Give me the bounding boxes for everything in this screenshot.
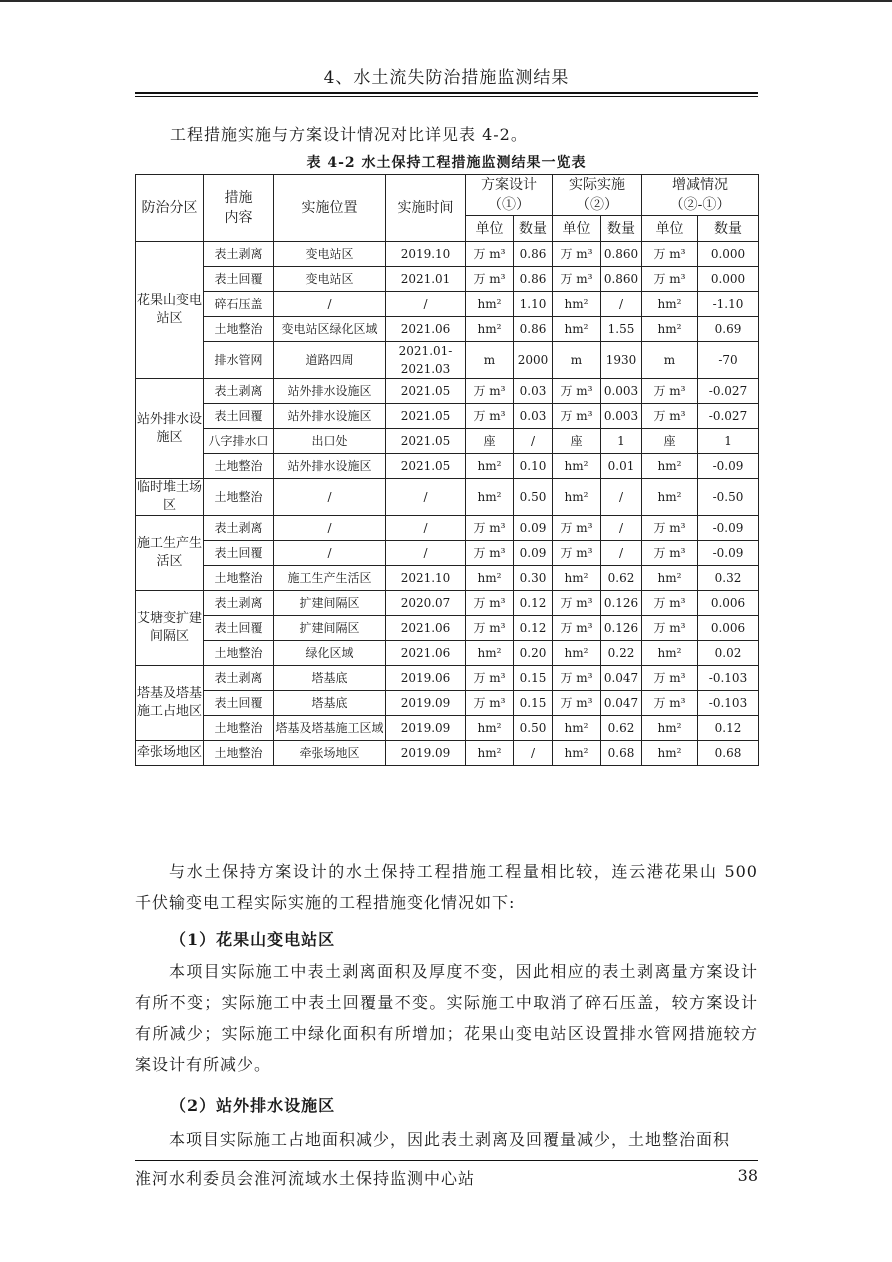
cell-diff-qty: 0.32 bbox=[698, 566, 759, 591]
cell-actual-qty: 0.047 bbox=[601, 666, 642, 691]
cell-plan-unit: 座 bbox=[466, 429, 514, 454]
cell-measure: 表土剥离 bbox=[204, 242, 274, 267]
cell-time: 2021.01 bbox=[386, 267, 466, 292]
cell-measure: 土地整治 bbox=[204, 566, 274, 591]
cell-plan-qty: 0.15 bbox=[514, 666, 553, 691]
cell-actual-qty: 1 bbox=[601, 429, 642, 454]
cell-location: 道路四周 bbox=[274, 342, 386, 379]
header-location: 实施位置 bbox=[274, 175, 386, 242]
cell-plan-qty: 0.03 bbox=[514, 379, 553, 404]
table-row bbox=[136, 591, 759, 616]
cell-actual-unit: 万 m³ bbox=[553, 616, 601, 641]
cell-plan-unit: 万 m³ bbox=[466, 691, 514, 716]
cell-diff-qty: 0.69 bbox=[698, 317, 759, 342]
cell-actual-qty: 1930 bbox=[601, 342, 642, 379]
cell-diff-qty: 0.006 bbox=[698, 591, 759, 616]
cell-plan-qty: 0.50 bbox=[514, 479, 553, 516]
cell-location: / bbox=[274, 516, 386, 541]
table-row bbox=[136, 741, 759, 766]
cell-measure: 土地整治 bbox=[204, 641, 274, 666]
section-heading-2: （2）站外排水设施区 bbox=[170, 1096, 336, 1115]
paragraph-drainage: 本项目实际施工占地面积减少，因此表土剥离及回覆量减少，土地整治面积 bbox=[169, 1130, 731, 1149]
cell-location: / bbox=[274, 541, 386, 566]
cell-actual-unit: m bbox=[553, 342, 601, 379]
cell-plan-qty: 0.09 bbox=[514, 516, 553, 541]
cell-diff-qty: -0.103 bbox=[698, 666, 759, 691]
cell-diff-qty: -70 bbox=[698, 342, 759, 379]
cell-plan-qty: 0.03 bbox=[514, 404, 553, 429]
cell-measure: 表土回覆 bbox=[204, 267, 274, 292]
cell-time: 2019.09 bbox=[386, 716, 466, 741]
cell-measure: 八字排水口 bbox=[204, 429, 274, 454]
header-region: 防治分区 bbox=[136, 175, 204, 242]
cell-actual-qty: 1.55 bbox=[601, 317, 642, 342]
cell-location: 站外排水设施区 bbox=[274, 379, 386, 404]
cell-time: 2019.10 bbox=[386, 242, 466, 267]
cell-diff-qty: -0.09 bbox=[698, 454, 759, 479]
table-row bbox=[136, 516, 759, 541]
cell-diff-qty: -0.50 bbox=[698, 479, 759, 516]
cell-actual-unit: 万 m³ bbox=[553, 267, 601, 292]
cell-diff-unit: hm² bbox=[642, 641, 698, 666]
cell-measure: 表土剥离 bbox=[204, 516, 274, 541]
table-row bbox=[136, 541, 759, 566]
cell-actual-unit: 万 m³ bbox=[553, 691, 601, 716]
cell-location: 塔基底 bbox=[274, 691, 386, 716]
cell-time: 2021.05 bbox=[386, 379, 466, 404]
cell-measure: 表土剥离 bbox=[204, 591, 274, 616]
cell-actual-unit: 座 bbox=[553, 429, 601, 454]
measures-table bbox=[135, 174, 759, 766]
cell-plan-qty: 0.12 bbox=[514, 616, 553, 641]
cell-region: 塔基及塔基施工占地区 bbox=[136, 666, 204, 741]
cell-actual-qty: / bbox=[601, 516, 642, 541]
cell-actual-unit: 万 m³ bbox=[553, 404, 601, 429]
cell-actual-qty: 0.62 bbox=[601, 716, 642, 741]
cell-measure: 表土回覆 bbox=[204, 541, 274, 566]
cell-diff-qty: 0.12 bbox=[698, 716, 759, 741]
cell-diff-unit: 万 m³ bbox=[642, 691, 698, 716]
cell-plan-qty: / bbox=[514, 741, 553, 766]
table-row bbox=[136, 616, 759, 641]
cell-plan-unit: 万 m³ bbox=[466, 404, 514, 429]
cell-location: 变电站区 bbox=[274, 242, 386, 267]
cell-plan-qty: 0.12 bbox=[514, 591, 553, 616]
cell-plan-unit: hm² bbox=[466, 317, 514, 342]
cell-time: 2021.06 bbox=[386, 616, 466, 641]
cell-plan-unit: 万 m³ bbox=[466, 379, 514, 404]
cell-plan-qty: 0.20 bbox=[514, 641, 553, 666]
cell-actual-unit: hm² bbox=[553, 741, 601, 766]
table-row bbox=[136, 379, 759, 404]
cell-time: 2021.10 bbox=[386, 566, 466, 591]
cell-actual-unit: hm² bbox=[553, 317, 601, 342]
cell-measure: 土地整治 bbox=[204, 716, 274, 741]
table-row bbox=[136, 292, 759, 317]
table-row bbox=[136, 267, 759, 292]
cell-measure: 排水管网 bbox=[204, 342, 274, 379]
cell-diff-unit: hm² bbox=[642, 741, 698, 766]
cell-location: 塔基底 bbox=[274, 666, 386, 691]
cell-diff-unit: hm² bbox=[642, 566, 698, 591]
cell-plan-unit: hm² bbox=[466, 716, 514, 741]
cell-region: 艾塘变扩建间隔区 bbox=[136, 591, 204, 666]
cell-location: 施工生产生活区 bbox=[274, 566, 386, 591]
cell-time: / bbox=[386, 516, 466, 541]
cell-diff-unit: 万 m³ bbox=[642, 616, 698, 641]
cell-plan-qty: 0.86 bbox=[514, 317, 553, 342]
cell-diff-unit: hm² bbox=[642, 317, 698, 342]
table-row bbox=[136, 566, 759, 591]
cell-diff-unit: 万 m³ bbox=[642, 267, 698, 292]
cell-location: 牵张场地区 bbox=[274, 741, 386, 766]
cell-actual-qty: 0.62 bbox=[601, 566, 642, 591]
cell-plan-qty: 2000 bbox=[514, 342, 553, 379]
cell-location: / bbox=[274, 292, 386, 317]
footer-divider bbox=[135, 1160, 758, 1161]
cell-plan-unit: 万 m³ bbox=[466, 616, 514, 641]
cell-diff-qty: 0.000 bbox=[698, 242, 759, 267]
cell-actual-unit: hm² bbox=[553, 479, 601, 516]
cell-actual-qty: 0.860 bbox=[601, 242, 642, 267]
cell-actual-unit: 万 m³ bbox=[553, 516, 601, 541]
footer-organization: 淮河水利委员会淮河流域水土保持监测中心站 bbox=[135, 1169, 476, 1188]
header-measure: 措施内容 bbox=[204, 175, 274, 242]
cell-measure: 表土回覆 bbox=[204, 404, 274, 429]
header-time: 实施时间 bbox=[386, 175, 466, 242]
header-actual-unit: 单位 bbox=[553, 216, 601, 242]
cell-measure: 土地整治 bbox=[204, 741, 274, 766]
cell-actual-unit: hm² bbox=[553, 716, 601, 741]
cell-measure: 土地整治 bbox=[204, 454, 274, 479]
cell-time: 2021.06 bbox=[386, 317, 466, 342]
cell-diff-unit: hm² bbox=[642, 716, 698, 741]
cell-location: 变电站区 bbox=[274, 267, 386, 292]
cell-actual-unit: 万 m³ bbox=[553, 591, 601, 616]
top-border bbox=[0, 0, 892, 2]
cell-plan-unit: 万 m³ bbox=[466, 242, 514, 267]
cell-actual-qty: 0.047 bbox=[601, 691, 642, 716]
cell-plan-qty: / bbox=[514, 429, 553, 454]
cell-actual-unit: 万 m³ bbox=[553, 379, 601, 404]
cell-time: 2019.06 bbox=[386, 666, 466, 691]
header-diff: 增减情况（②-①） bbox=[642, 175, 759, 216]
cell-plan-unit: 万 m³ bbox=[466, 541, 514, 566]
cell-time: 2019.09 bbox=[386, 691, 466, 716]
cell-measure: 碎石压盖 bbox=[204, 292, 274, 317]
cell-plan-unit: hm² bbox=[466, 641, 514, 666]
cell-location: 变电站区绿化区域 bbox=[274, 317, 386, 342]
intro-text: 工程措施实施与方案设计情况对比详见表 4-2。 bbox=[170, 125, 528, 144]
cell-diff-unit: 万 m³ bbox=[642, 379, 698, 404]
cell-actual-unit: 万 m³ bbox=[553, 242, 601, 267]
table-row bbox=[136, 479, 759, 516]
table-row bbox=[136, 454, 759, 479]
cell-time: / bbox=[386, 479, 466, 516]
table-row bbox=[136, 342, 759, 379]
cell-time: / bbox=[386, 292, 466, 317]
cell-diff-qty: 0.68 bbox=[698, 741, 759, 766]
cell-actual-unit: hm² bbox=[553, 641, 601, 666]
header-plan: 方案设计（①） bbox=[466, 175, 553, 216]
cell-plan-unit: hm² bbox=[466, 292, 514, 317]
cell-location: 站外排水设施区 bbox=[274, 454, 386, 479]
cell-diff-qty: 1 bbox=[698, 429, 759, 454]
cell-diff-qty: -0.027 bbox=[698, 404, 759, 429]
cell-plan-unit: m bbox=[466, 342, 514, 379]
cell-diff-unit: hm² bbox=[642, 479, 698, 516]
cell-actual-qty: 0.126 bbox=[601, 591, 642, 616]
paragraph-substation: 本项目实际施工中表土剥离面积及厚度不变，因此相应的表土剥离量方案设计有所不变；实际施工中表土回覆量不变。实际施工中取消了碎石压盖，较方案设计有所减少；实际施工中绿化面积有所增加；花果山变电站区设置排水管网措施较方案设计有所减少。 bbox=[135, 962, 758, 1074]
cell-plan-unit: 万 m³ bbox=[466, 591, 514, 616]
cell-diff-qty: -0.09 bbox=[698, 541, 759, 566]
cell-plan-unit: 万 m³ bbox=[466, 267, 514, 292]
cell-location: / bbox=[274, 479, 386, 516]
cell-time: 2021.06 bbox=[386, 641, 466, 666]
cell-actual-qty: 0.126 bbox=[601, 616, 642, 641]
cell-measure: 土地整治 bbox=[204, 479, 274, 516]
table-row bbox=[136, 641, 759, 666]
cell-actual-qty: / bbox=[601, 541, 642, 566]
cell-diff-unit: 座 bbox=[642, 429, 698, 454]
cell-diff-qty: 0.000 bbox=[698, 267, 759, 292]
header-actual: 实际实施（②） bbox=[553, 175, 642, 216]
cell-actual-qty: 0.22 bbox=[601, 641, 642, 666]
cell-region: 牵张场地区 bbox=[136, 741, 204, 766]
cell-diff-qty: -1.10 bbox=[698, 292, 759, 317]
cell-plan-qty: 0.30 bbox=[514, 566, 553, 591]
table-row bbox=[136, 404, 759, 429]
table-body bbox=[136, 242, 759, 766]
cell-actual-unit: 万 m³ bbox=[553, 666, 601, 691]
cell-location: 出口处 bbox=[274, 429, 386, 454]
cell-diff-qty: 0.006 bbox=[698, 616, 759, 641]
cell-actual-qty: / bbox=[601, 292, 642, 317]
cell-time: / bbox=[386, 541, 466, 566]
table-row bbox=[136, 691, 759, 716]
cell-region: 站外排水设施区 bbox=[136, 379, 204, 479]
cell-diff-qty: -0.09 bbox=[698, 516, 759, 541]
cell-plan-qty: 0.10 bbox=[514, 454, 553, 479]
cell-location: 站外排水设施区 bbox=[274, 404, 386, 429]
cell-diff-unit: 万 m³ bbox=[642, 404, 698, 429]
cell-actual-qty: 0.860 bbox=[601, 267, 642, 292]
cell-time: 2019.09 bbox=[386, 741, 466, 766]
cell-plan-unit: hm² bbox=[466, 454, 514, 479]
page-header-title: 4、水土流失防治措施监测结果 bbox=[323, 68, 570, 88]
table-row bbox=[136, 317, 759, 342]
cell-plan-qty: 0.15 bbox=[514, 691, 553, 716]
cell-region: 临时堆土场区 bbox=[136, 479, 204, 516]
table-row bbox=[136, 666, 759, 691]
cell-actual-unit: hm² bbox=[553, 454, 601, 479]
cell-plan-qty: 0.09 bbox=[514, 541, 553, 566]
cell-plan-qty: 0.50 bbox=[514, 716, 553, 741]
cell-diff-unit: 万 m³ bbox=[642, 242, 698, 267]
table-row bbox=[136, 429, 759, 454]
cell-time: 2021.01-2021.03 bbox=[386, 342, 466, 379]
cell-location: 扩建间隔区 bbox=[274, 616, 386, 641]
cell-location: 塔基及塔基施工区域 bbox=[274, 716, 386, 741]
cell-plan-qty: 0.86 bbox=[514, 242, 553, 267]
cell-actual-qty: 0.003 bbox=[601, 379, 642, 404]
cell-actual-unit: 万 m³ bbox=[553, 541, 601, 566]
cell-time: 2021.05 bbox=[386, 454, 466, 479]
cell-measure: 表土回覆 bbox=[204, 616, 274, 641]
cell-location: 扩建间隔区 bbox=[274, 591, 386, 616]
cell-actual-qty: / bbox=[601, 479, 642, 516]
header-plan-qty: 数量 bbox=[514, 216, 553, 242]
cell-diff-unit: hm² bbox=[642, 454, 698, 479]
cell-plan-unit: hm² bbox=[466, 741, 514, 766]
cell-actual-qty: 0.68 bbox=[601, 741, 642, 766]
cell-measure: 土地整治 bbox=[204, 317, 274, 342]
cell-diff-unit: 万 m³ bbox=[642, 591, 698, 616]
cell-plan-unit: hm² bbox=[466, 479, 514, 516]
header-divider bbox=[135, 92, 758, 97]
cell-actual-qty: 0.003 bbox=[601, 404, 642, 429]
cell-diff-qty: 0.02 bbox=[698, 641, 759, 666]
cell-plan-qty: 0.86 bbox=[514, 267, 553, 292]
cell-diff-qty: -0.027 bbox=[698, 379, 759, 404]
cell-measure: 表土剥离 bbox=[204, 666, 274, 691]
cell-plan-unit: 万 m³ bbox=[466, 666, 514, 691]
cell-location: 绿化区域 bbox=[274, 641, 386, 666]
cell-diff-qty: -0.103 bbox=[698, 691, 759, 716]
cell-diff-unit: m bbox=[642, 342, 698, 379]
cell-diff-unit: 万 m³ bbox=[642, 666, 698, 691]
header-diff-qty: 数量 bbox=[698, 216, 759, 242]
cell-time: 2020.07 bbox=[386, 591, 466, 616]
cell-time: 2021.05 bbox=[386, 429, 466, 454]
page-number: 38 bbox=[737, 1166, 758, 1185]
cell-diff-unit: 万 m³ bbox=[642, 516, 698, 541]
cell-measure: 表土剥离 bbox=[204, 379, 274, 404]
cell-actual-qty: 0.01 bbox=[601, 454, 642, 479]
table-row bbox=[136, 716, 759, 741]
header-plan-unit: 单位 bbox=[466, 216, 514, 242]
cell-time: 2021.05 bbox=[386, 404, 466, 429]
cell-plan-qty: 1.10 bbox=[514, 292, 553, 317]
header-diff-unit: 单位 bbox=[642, 216, 698, 242]
section-heading-1: （1）花果山变电站区 bbox=[170, 930, 336, 949]
paragraph-comparison: 与水土保持方案设计的水土保持工程措施工程量相比较，连云港花果山 500 千伏输变电工程实际实施的工程措施变化情况如下: bbox=[135, 862, 758, 912]
cell-measure: 表土回覆 bbox=[204, 691, 274, 716]
table-row bbox=[136, 242, 759, 267]
cell-region: 施工生产生活区 bbox=[136, 516, 204, 591]
cell-region: 花果山变电站区 bbox=[136, 242, 204, 379]
cell-diff-unit: 万 m³ bbox=[642, 541, 698, 566]
cell-diff-unit: hm² bbox=[642, 292, 698, 317]
cell-actual-unit: hm² bbox=[553, 566, 601, 591]
cell-actual-unit: hm² bbox=[553, 292, 601, 317]
cell-plan-unit: hm² bbox=[466, 566, 514, 591]
header-actual-qty: 数量 bbox=[601, 216, 642, 242]
table-caption: 表 4-2 水土保持工程措施监测结果一览表 bbox=[306, 155, 587, 171]
cell-plan-unit: 万 m³ bbox=[466, 516, 514, 541]
